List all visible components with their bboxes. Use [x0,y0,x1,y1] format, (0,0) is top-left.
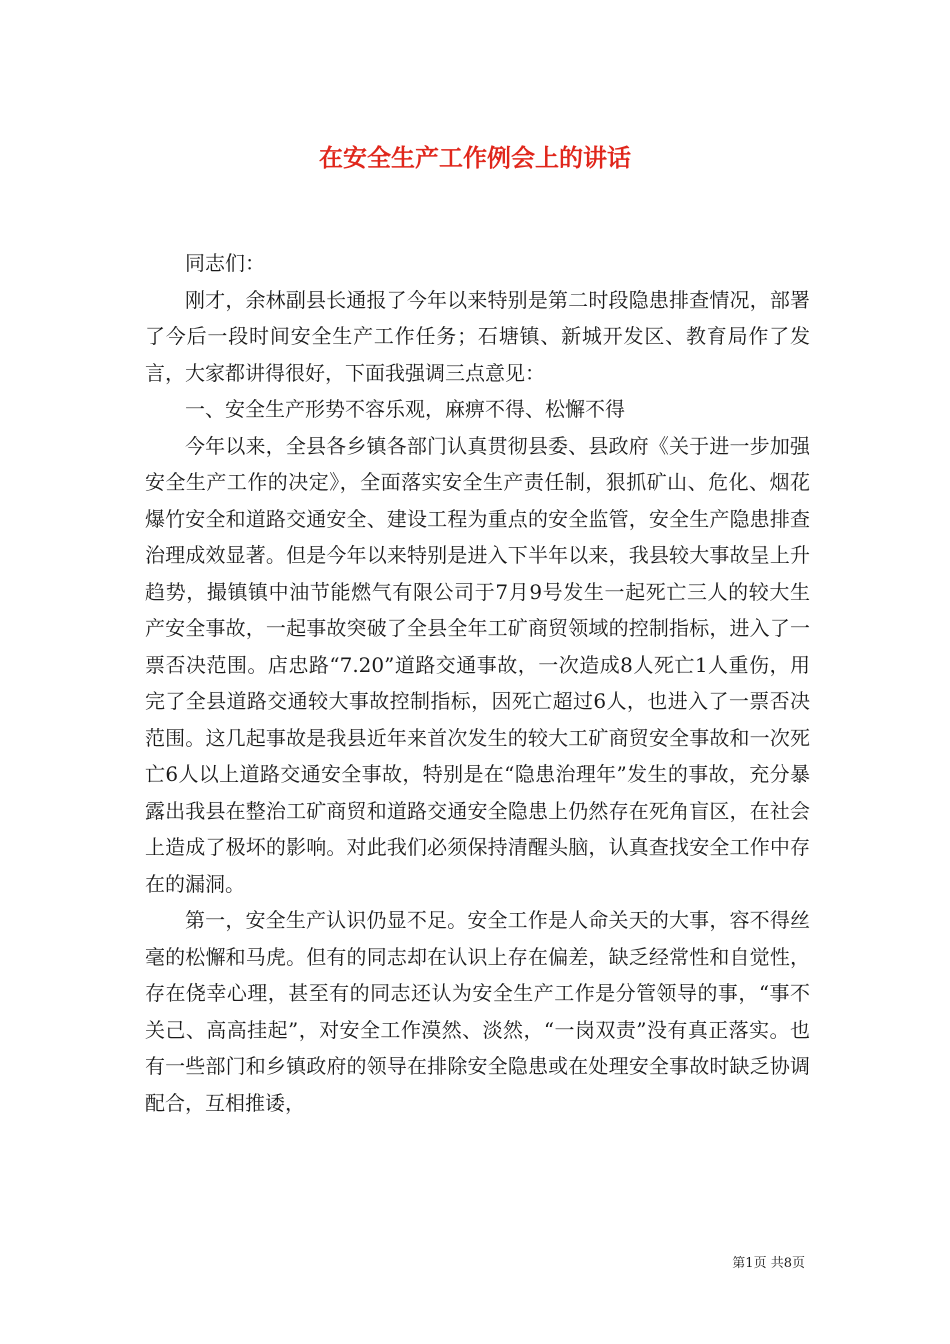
footer-total-pages: 8 [783,1256,792,1271]
paragraph-intro: 刚才，余林副县长通报了今年以来特别是第二时段隐患排查情况，部署了今后一段时间安全生产工作任务；石塘镇、新城开发区、教育局作了发言，大家都讲得很好，下面我强调三点意见： [145,287,810,385]
document-title: 在安全生产工作例会上的讲话 [319,143,631,172]
footer-middle: 页 共 [753,1256,784,1271]
page-footer [732,1252,805,1271]
footer-prefix: 第 [732,1256,746,1271]
footer-suffix: 页 [791,1256,805,1271]
paragraph-situation: 今年以来，全县各乡镇各部门认真贯彻县委、县政府《关于进一步加强安全生产工作的决定》，全面落实安全生产责任制，狠抓矿山、危化、烟花爆竹安全和道路交通安全、建设工程为重点的安全监管，安全生产隐患排查治理成效显著。但是今年以来特别是进入下半年以来，我县较大事故呈上升趋势，撮镇镇中油节能燃气有限公司于7月9号发生一起死亡三人的较大生产安全事故，一起事故突破了全县全年工矿商贸领域的控制指标，进入了一票否决范围。店忠路“7.20”道路交通事故，一次造成8人死亡1人重伤，用完了全县道路交通较大事故控制指标，因死亡超过6人，也进入了一票否决范围。这几起事故是我县近年来首次发生的较大工矿商贸安全事故和一次死亡6人以上道路交通安全事故，特别是在“隐患治理年”发生的事故，充分暴露出我县在整治工矿商贸和道路交通安全隐患上仍然存在死角盲区，在社会上造成了极坏的影响。对此我们必须保持清醒头脑，认真查找安全工作中存在的漏洞。 [145,433,810,896]
salutation: 同志们： [185,251,265,275]
paragraph-point-one: 第一，安全生产认识仍显不足。安全工作是人命关天的大事，容不得丝毫的松懈和马虎。但有的同志却在认识上存在偏差，缺乏经常性和自觉性，存在侥幸心理，甚至有的同志还认为安全生产工作是分管领导的事，“事不关己、高高挂起”，对安全工作漠然、淡然，“一岗双责”没有真正落实。也有一些部门和乡镇政府的领导在排除安全隐患或在处理安全事故时缺乏协调配合，互相推诿， [145,908,810,1115]
footer-page-number: 1 [745,1256,754,1271]
section-heading: 一、安全生产形势不容乐观，麻痹不得、松懈不得 [185,397,625,421]
document-body [145,245,810,1121]
